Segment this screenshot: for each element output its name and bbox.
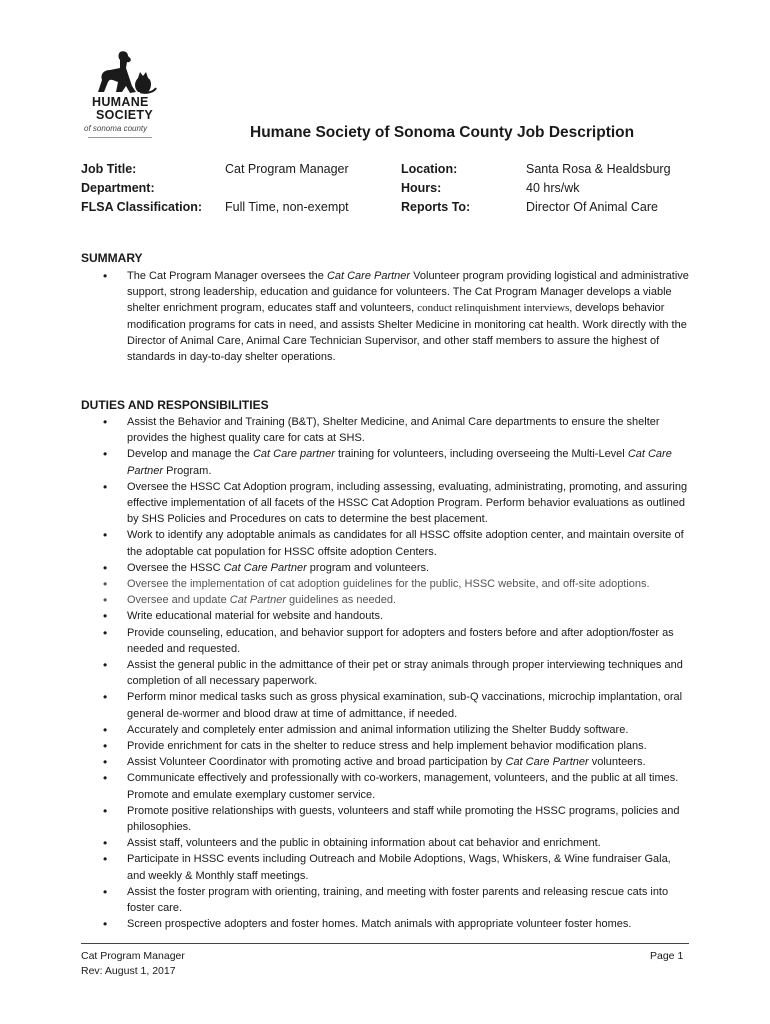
list-item: • Provide enrichment for cats in the shelter to reduce stress and help implement behavior modification plans. <box>81 738 691 754</box>
duties-list <box>81 414 691 933</box>
flsa-label: FLSA Classification: <box>81 200 203 214</box>
list-item: • Participate in HSSC events including Outreach and Mobile Adoptions, Wags, Whiskers, & Wine fundraiser Gala, and weekly & Monthly staff meetings. <box>81 851 691 883</box>
reports-to-value: Director Of Animal Care <box>526 200 658 214</box>
list-item: • Develop and manage the Cat Care partner training for volunteers, including overseeing the Multi-Level Cat Care Partner Program. <box>81 446 691 478</box>
logo-line-humane: HUMANE <box>92 95 149 109</box>
job-title-value: Cat Program Manager <box>225 162 349 176</box>
summary-list <box>81 268 691 365</box>
location-value: Santa Rosa & Healdsburg <box>526 162 671 176</box>
list-item: • Oversee the HSSC Cat Care Partner program and volunteers. <box>81 560 691 576</box>
list-item: • Assist the general public in the admittance of their pet or stray animals through proper interviewing techniques and completion of all necessary paperwork. <box>81 657 691 689</box>
document-title: Humane Society of Sonoma County Job Description <box>250 124 635 141</box>
list-item: • Oversee and update Cat Partner guidelines as needed. <box>81 592 691 608</box>
list-item: • Provide counseling, education, and behavior support for adopters and fosters before and after adoption/foster as needed and requested. <box>81 625 691 657</box>
footer-revision: Rev: August 1, 2017 <box>81 965 176 977</box>
logo-line-society: SOCIETY <box>96 108 153 122</box>
logo-divider <box>88 137 152 138</box>
list-item: • Promote positive relationships with guests, volunteers and staff while promoting the HSSC programs, policies and philosophies. <box>81 803 691 835</box>
list-item: • Write educational material for website and handouts. <box>81 608 691 624</box>
list-item: • Assist staff, volunteers and the public in obtaining information about cat behavior and enrichment. <box>81 835 691 851</box>
list-item: • Communicate effectively and professionally with co-workers, management, volunteers, and the public at all times. Promote and emulate exemplary customer service. <box>81 770 691 802</box>
list-item: • Accurately and completely enter admission and animal information utilizing the Shelter Buddy software. <box>81 722 691 738</box>
humane-society-logo <box>80 48 162 148</box>
list-item: • Assist the Behavior and Training (B&T), Shelter Medicine, and Animal Care departments to ensure the shelter provides the highest quality care for cats at SHS. <box>81 414 691 446</box>
reports-to-label: Reports To: <box>401 200 471 214</box>
list-item: • Work to identify any adoptable animals as candidates for all HSSC offsite adoption center, and maintain oversite of the adoptable cat population for HSSC offsite adoption Centers. <box>81 527 691 559</box>
dog-and-cat-silhouette-icon <box>80 48 162 98</box>
list-item: • Oversee the implementation of cat adoption guidelines for the public, HSSC website, and off-site adoptions. <box>81 576 691 592</box>
logo-line-sonoma: of sonoma county <box>84 124 148 133</box>
hours-label: Hours: <box>401 181 442 195</box>
list-item: • Assist Volunteer Coordinator with promoting active and broad participation by Cat Care Partner volunteers. <box>81 754 691 770</box>
list-item: • Assist the foster program with orienting, training, and meeting with foster parents and releasing rescue cats into foster care. <box>81 884 691 916</box>
job-title-label: Job Title: <box>81 162 137 176</box>
footer-divider <box>81 943 689 944</box>
department-label: Department: <box>81 181 155 195</box>
list-item: • Screen prospective adopters and foster homes. Match animals with appropriate volunteer foster homes. <box>81 916 691 932</box>
summary-heading: SUMMARY <box>81 251 143 265</box>
duties-heading: DUTIES AND RESPONSIBILITIES <box>81 398 269 412</box>
footer-page-number: Page 1 <box>650 950 684 962</box>
list-item: • Perform minor medical tasks such as gross physical examination, sub-Q vaccinations, microchip implantation, oral general de-wormer and blood draw at time of admittance, if needed. <box>81 689 691 721</box>
footer-document-name: Cat Program Manager <box>81 950 185 962</box>
hours-value: 40 hrs/wk <box>526 181 580 195</box>
location-label: Location: <box>401 162 458 176</box>
summary-paragraph: • The Cat Program Manager oversees the Cat Care Partner Volunteer program providing logistical and administrative support, strong leadership, education and guidance for volunteers. The Cat Program Manager develops a viable shelter enrichment program, educates staff and volunteers, conduct relinquishment interviews, develops behavior modification programs for cats in need, and assists Shelter Medicine in monitoring cat health. Work directly with the Director of Animal Care, Animal Care Technician Supervisor, and other staff members to assure the highest of standards in day-to-day shelter operations. <box>81 268 691 365</box>
list-item: • Oversee the HSSC Cat Adoption program, including assessing, evaluating, administrating, promoting, and assuring effective implementation of all facets of the HSSC Cat Adoption Program. Perform behavior evaluations as outlined by SHS Policies and Procedures on cats to determine the best placement. <box>81 479 691 528</box>
flsa-value: Full Time, non-exempt <box>225 200 349 214</box>
